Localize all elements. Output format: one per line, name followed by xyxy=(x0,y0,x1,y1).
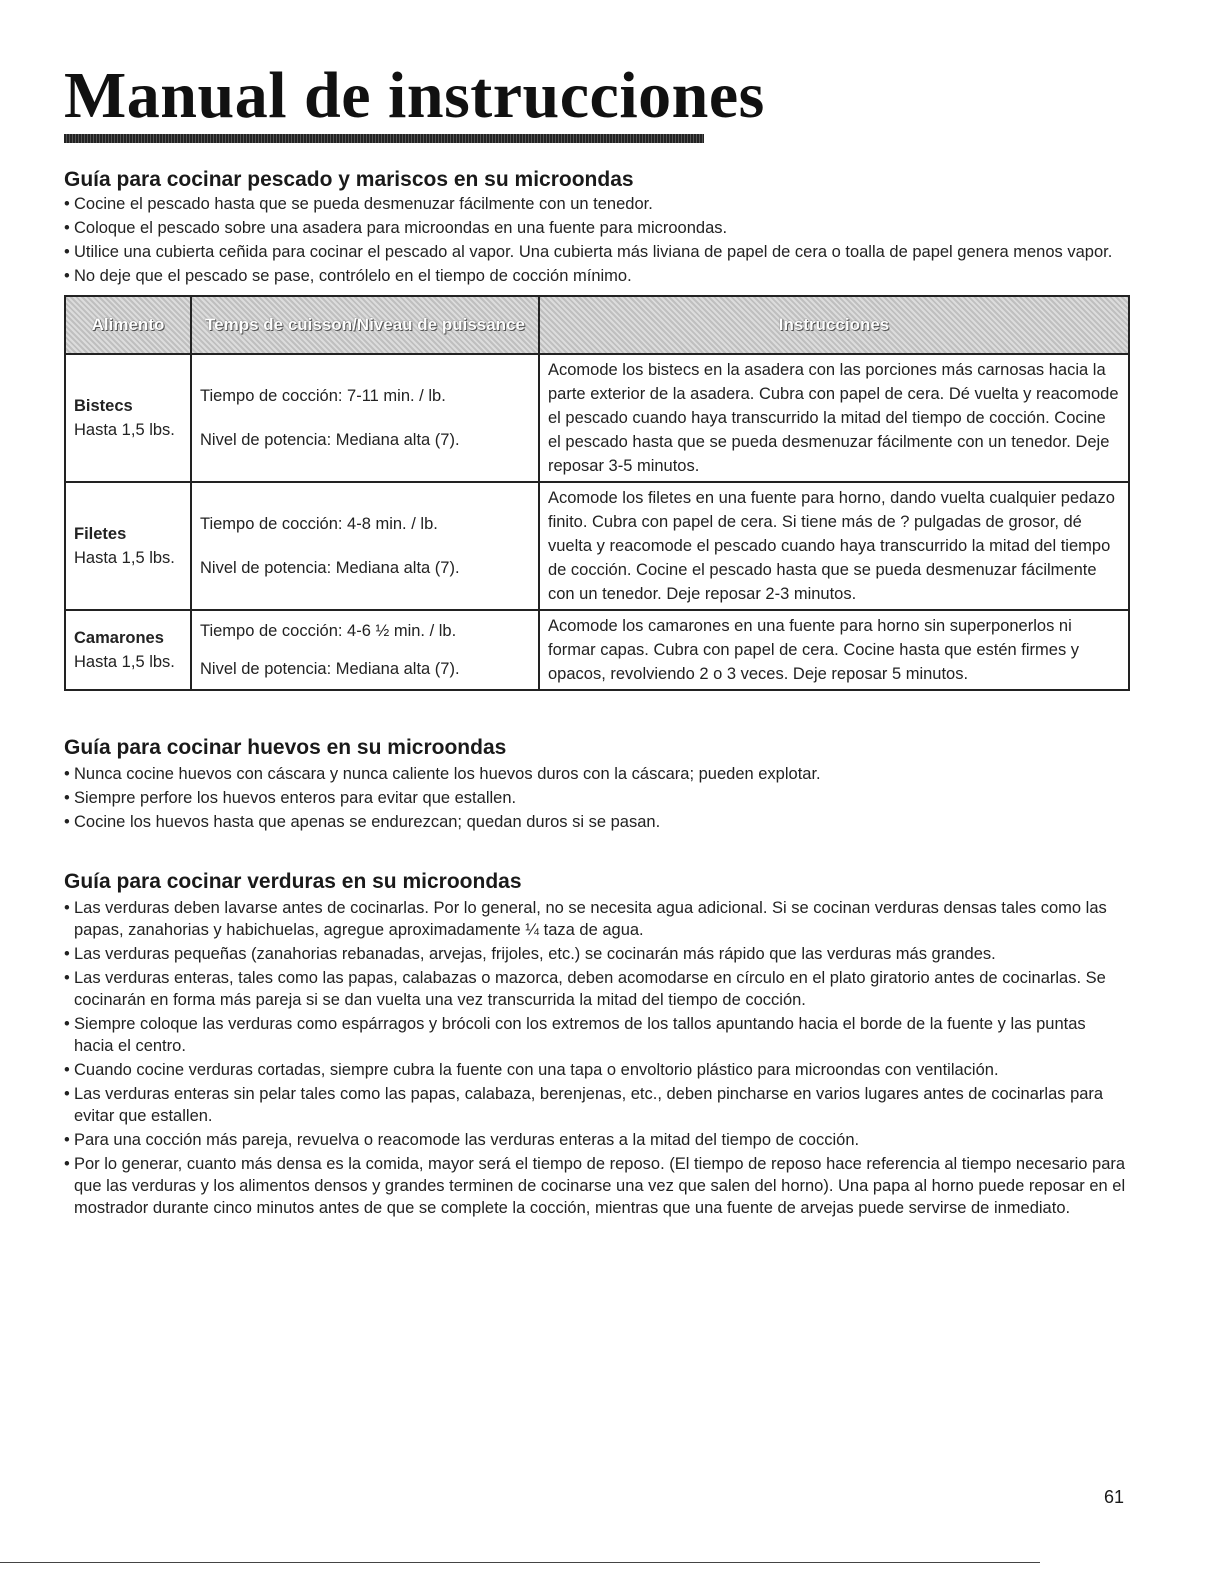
document-page xyxy=(64,60,1128,1221)
food-name: Filetes xyxy=(74,525,127,543)
list-item: • Utilice una cubierta ceñida para cocinar el pescado al vapor. Una cubierta más liviana de papel de cera o toalla de papel genera menos vapor. xyxy=(64,241,1128,263)
list-item: • Las verduras enteras sin pelar tales como las papas, calabaza, berenjenas, etc., deben pincharse en varios lugares antes de cocinarlas para evitar que estallen. xyxy=(64,1083,1128,1127)
header-instructions: Instrucciones xyxy=(539,296,1129,354)
instructions-cell: Acomode los bistecs en la asadera con las porciones más carnosas hacia la parte exterior de la asadera. Cubra con papel de cera. Dé vuelta y reacomode el pescado cuando haya transcurrido la mitad del tiempo de cocción. Cocine el pescado hasta que se pueda desmenuzar fácilmente con un tenedor. Deje reposar 3-5 minutos. xyxy=(539,354,1129,482)
cooking-time: Tiempo de cocción: 4-6 ½ min. / lb. xyxy=(200,622,457,640)
list-item: • Para una cocción más pareja, revuelva o reacomode las verduras enteras a la mitad del tiempo de cocción. xyxy=(64,1129,1128,1151)
vegetables-bullet-list xyxy=(64,897,1128,1219)
eggs-section-heading: Guía para cocinar huevos en su microondas xyxy=(64,736,507,759)
food-cell xyxy=(65,354,191,482)
table-row xyxy=(65,482,1129,610)
list-item: • No deje que el pescado se pase, contrólelo en el tiempo de cocción mínimo. xyxy=(64,265,1128,287)
time-power-cell xyxy=(191,482,539,610)
list-item: • Por lo generar, cuanto más densa es la comida, mayor será el tiempo de reposo. (El tiempo de reposo hace referencia al tiempo necesario para que las verduras y los alimentos densos y grandes terminen de cocinarse una vez que salen del horno). Una papa al horno puede reposar en el mostrador durante cinco minutos antes de que se complete la cocción, mientras que una fuente de arvejas puede servirse de inmediato. xyxy=(64,1153,1128,1219)
table-row xyxy=(65,610,1129,690)
food-quantity: Hasta 1,5 lbs. xyxy=(74,549,175,567)
food-cell xyxy=(65,610,191,690)
list-item: • Las verduras enteras, tales como las papas, calabazas o mazorca, deben acomodarse en círculo en el plato giratorio antes de cocinarlas. Se cocinarán en forma más pareja si se dan vuelta una vez transcurrida la mitad del tiempo de cocción. xyxy=(64,967,1128,1011)
table-header-row xyxy=(65,296,1129,354)
food-quantity: Hasta 1,5 lbs. xyxy=(74,653,175,671)
page-number: 61 xyxy=(1104,1487,1125,1507)
vegetables-section-heading: Guía para cocinar verduras en su microondas xyxy=(64,870,522,893)
header-time-power: Temps de cuisson/Niveau de puissance xyxy=(191,296,539,354)
table-row xyxy=(65,354,1129,482)
cooking-time: Tiempo de cocción: 4-8 min. / lb. xyxy=(200,515,438,533)
list-item: • Coloque el pescado sobre una asadera para microondas en una fuente para microondas. xyxy=(64,217,1128,239)
list-item: • Las verduras deben lavarse antes de cocinarlas. Por lo general, no se necesita agua adicional. Si se cocinan verduras densas tales como las papas, zanahorias y habichuelas, agregue aproximadamente ¼ taza de agua. xyxy=(64,897,1128,941)
page-title: Manual de instrucciones xyxy=(64,59,765,132)
list-item: • Cuando cocine verduras cortadas, siempre cubra la fuente con una tapa o envoltorio plástico para microondas con ventilación. xyxy=(64,1059,1128,1081)
fish-cooking-table xyxy=(64,295,1130,691)
time-power-cell xyxy=(191,354,539,482)
list-item: • Cocine el pescado hasta que se pueda desmenuzar fácilmente con un tenedor. xyxy=(64,193,1128,215)
footer-rule xyxy=(0,1562,1040,1563)
power-level: Nivel de potencia: Mediana alta (7). xyxy=(200,431,460,449)
list-item: • Siempre coloque las verduras como espárragos y brócoli con los extremos de los tallos apuntando hacia el borde de la fuente y las puntas hacia el centro. xyxy=(64,1013,1128,1057)
cooking-time: Tiempo de cocción: 7-11 min. / lb. xyxy=(200,387,446,405)
power-level: Nivel de potencia: Mediana alta (7). xyxy=(200,660,460,678)
instructions-cell: Acomode los camarones en una fuente para horno sin superponerlos ni formar capas. Cubra con papel de cera. Cocine hasta que estén firmes y opacos, revolviendo 2 o 3 veces. Deje reposar 5 minutos. xyxy=(539,610,1129,690)
food-name: Camarones xyxy=(74,629,164,647)
title-underline xyxy=(64,134,704,143)
fish-bullet-list xyxy=(64,193,1128,287)
eggs-bullet-list xyxy=(64,763,1128,833)
list-item: • Nunca cocine huevos con cáscara y nunca caliente los huevos duros con la cáscara; pueden explotar. xyxy=(64,763,1128,785)
power-level: Nivel de potencia: Mediana alta (7). xyxy=(200,559,460,577)
header-food: Alimento xyxy=(65,296,191,354)
list-item: • Siempre perfore los huevos enteros para evitar que estallen. xyxy=(64,787,1128,809)
list-item: • Cocine los huevos hasta que apenas se endurezcan; quedan duros si se pasan. xyxy=(64,811,1128,833)
food-name: Bistecs xyxy=(74,397,133,415)
instructions-cell: Acomode los filetes en una fuente para horno, dando vuelta cualquier pedazo finito. Cubra con papel de cera. Si tiene más de ? pulgadas de grosor, dé vuelta y reacomode el pescado cuando haya transcurrido la mitad del tiempo de cocción. Cocine el pescado hasta que se pueda desmenuzar fácilmente con un tenedor. Deje reposar 2-3 minutos. xyxy=(539,482,1129,610)
fish-section-heading: Guía para cocinar pescado y mariscos en su microondas xyxy=(64,168,634,191)
food-quantity: Hasta 1,5 lbs. xyxy=(74,421,175,439)
list-item: • Las verduras pequeñas (zanahorias rebanadas, arvejas, frijoles, etc.) se cocinarán más rápido que las verduras más grandes. xyxy=(64,943,1128,965)
time-power-cell xyxy=(191,610,539,690)
food-cell xyxy=(65,482,191,610)
